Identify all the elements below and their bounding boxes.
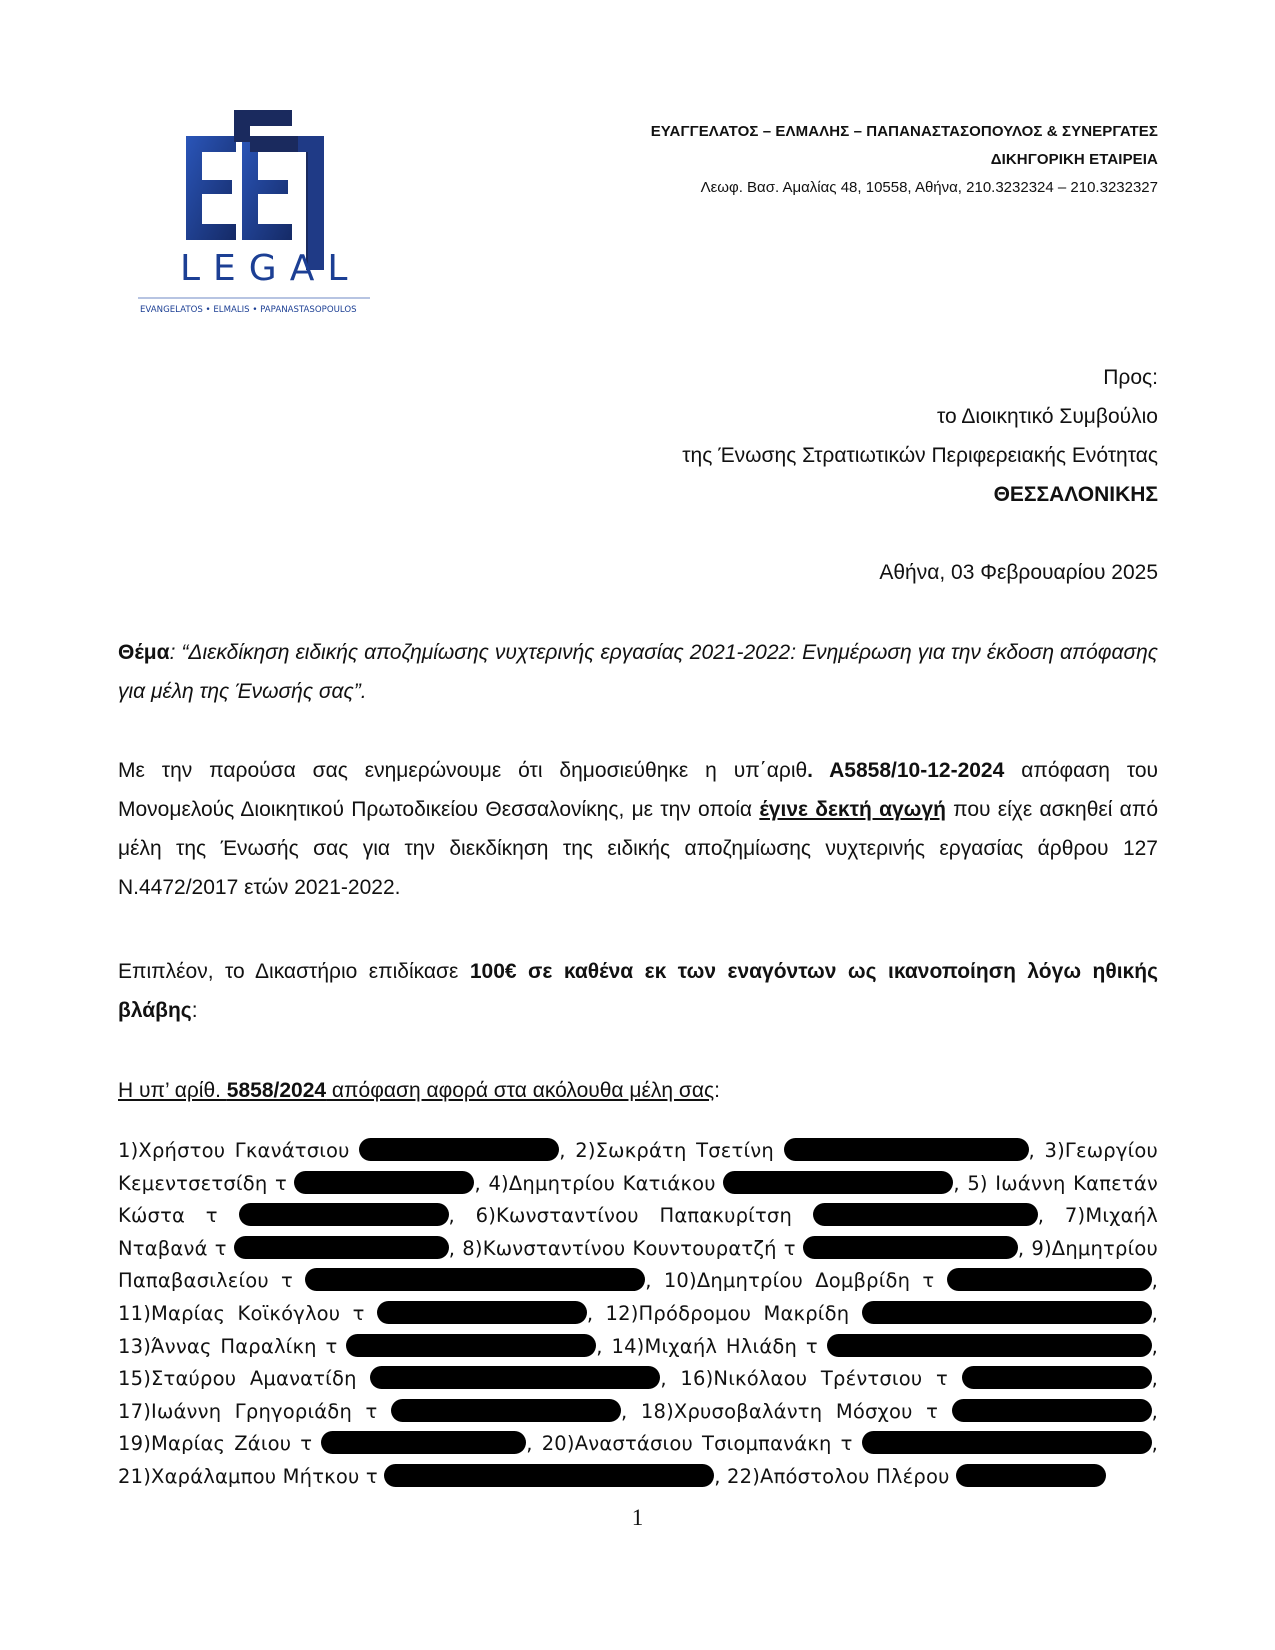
member-name: 4)Δημητρίου Κατιάκου	[488, 1171, 716, 1195]
members-list: 1)Χρήστου Γκανάτσιου , 2)Σωκράτη Τσετίνη , 3)Γεωργίου Κεμεντσετσίδη τ , 4)Δημητρίου Κατιάκου , 5) Ιωάννη Καπετάν Κώστα τ , 6)Κωνσταντίνου Παπακυρίτση , 7)Μιχαήλ Νταβανά τ , 8)Κωνσταντίνου Κουντουρατζή τ , 9)Δημητρίου Παπαβασιλείου τ , 10)Δημητρίου Δομβρίδη τ , 11)Μαρίας Κοϊκόγλου τ , 12)Πρόδρομου Μακρίδη , 13)Άννας Παραλίκη τ , 14)Μιχαήλ Ηλιάδη τ , 15)Σταύρου Αμανατίδη , 16)Νικόλαου Τρέντσιου τ , 17)Ιωάννη Γρηγοριάδη τ , 18)Χρυσοβαλάντη Μόσχου τ , 19)Μαρίας Ζάιου τ , 20)Αναστάσιου Τσιομπανάκη τ , 21)Χαράλαμπου Μήτκου τ , 22)Απόστολου Πλέρου	[118, 1139, 1158, 1488]
redaction-bar	[370, 1366, 660, 1389]
redaction-bar	[305, 1268, 645, 1291]
member-item	[118, 1139, 559, 1162]
paragraph2-text-2: :	[191, 999, 198, 1022]
member-item	[641, 1400, 1152, 1423]
member-item	[462, 1237, 1018, 1260]
recipient-to: Προς:	[1103, 366, 1158, 389]
redaction-bar	[962, 1366, 1152, 1389]
member-name: 15)Σταύρου Αμανατίδη	[118, 1367, 357, 1391]
redaction-bar	[784, 1138, 1029, 1161]
recipient-line-2: της Ένωσης Στρατιωτικών Περιφερειακής Ενότητας	[682, 444, 1158, 467]
letter-date: Αθήνα, 03 Φεβρουαρίου 2025	[879, 561, 1158, 584]
logo-tagline: EVANGELATOS • ELMALIS • PAPANASTASOPOULOS	[140, 305, 357, 315]
member-name: 22)Απόστολου Πλέρου	[727, 1464, 950, 1488]
member-item	[575, 1139, 1028, 1162]
redaction-bar	[346, 1334, 596, 1357]
redaction-bar	[359, 1138, 559, 1161]
member-item	[488, 1172, 953, 1195]
letterhead	[651, 118, 1158, 202]
member-name: 6)Κωνσταντίνου Παπακυρίτση	[475, 1204, 793, 1228]
paragraph1-text-3: που είχε ασκηθεί από μέλη της Ένωσής σας για την διεκδίκηση της ειδικής αποζημίωσης νυχτερινής εργασίας άρθρου 127 Ν.4472/2017 ετών 2021-2022.	[118, 798, 1158, 899]
redaction-bar	[377, 1301, 587, 1324]
paragraph1-text-2: απόφαση του Μονομελούς Διοικητικού Πρωτοδικείου Θεσσαλονίκης, με την οποία	[118, 759, 1159, 821]
member-name: 13)Άννας Παραλίκη τ	[118, 1334, 338, 1358]
redaction-bar	[239, 1203, 449, 1226]
redaction-bar	[956, 1464, 1106, 1487]
member-item	[118, 1302, 587, 1325]
member-item	[476, 1204, 1038, 1227]
firm-logo	[118, 62, 410, 358]
paragraph3-text-1: Η υπ’ αρίθ.	[118, 1079, 227, 1102]
member-item	[727, 1465, 1106, 1488]
member-name: 11)Μαρίας Κοϊκόγλου τ	[118, 1301, 365, 1325]
subject-text: : “Διεκδίκηση ειδικής αποζημίωσης νυχτερινής εργασίας 2021-2022: Ενημέρωση για την έκδοση απόφασης για μέλη της Ένωσής σας”.	[118, 641, 1158, 703]
paragraph-compensation	[118, 952, 1158, 1030]
page-number: 1	[631, 1505, 644, 1530]
member-item	[118, 1335, 596, 1358]
redaction-bar	[391, 1399, 621, 1422]
redaction-bar	[952, 1399, 1152, 1422]
recipient-block	[682, 358, 1158, 514]
members-heading	[118, 1079, 714, 1102]
firm-address: Λεωφ. Βασ. Αμαλίας 48, 10558, Αθήνα, 210.3232324 – 210.3232327	[700, 179, 1158, 196]
member-name: 18)Χρυσοβαλάντη Μόσχου τ	[640, 1399, 939, 1423]
member-item	[680, 1367, 1151, 1390]
decision-ref: 5858/2024	[226, 1079, 327, 1102]
member-name: 7)Μιχαήλ Νταβανά τ	[118, 1204, 1158, 1260]
member-name: 20)Αναστάσιου Τσιομπανάκη τ	[541, 1432, 853, 1456]
member-name: 16)Νικόλαου Τρέντσιου τ	[680, 1367, 948, 1391]
member-name: 19)Μαρίας Ζάιου τ	[118, 1432, 313, 1456]
decision-number: . Α5858/10-12-2024	[807, 759, 1005, 782]
paragraph-decision	[118, 751, 1158, 907]
firm-name: ΕΥΑΓΓΕΛΑΤΟΣ – ΕΛΜΑΛΗΣ – ΠΑΠΑΝΑΣΤΑΣΟΠΟΥΛΟΣ & ΣΥΝΕΡΓΑΤΕΣ	[650, 123, 1158, 140]
redaction-bar	[321, 1431, 526, 1454]
subject-line	[118, 633, 1158, 711]
member-name: 1)Χρήστου Γκανάτσιου	[118, 1139, 350, 1162]
paragraph3-text-2: απόφαση αφορά στα ακόλουθα μέλη σας	[326, 1079, 715, 1102]
paragraph2-text-1: Επιπλέον, το Δικαστήριο επιδίκασε	[118, 960, 470, 983]
redaction-bar	[234, 1236, 449, 1259]
member-name: 8)Κωνσταντίνου Κουντουρατζή τ	[462, 1236, 796, 1260]
recipient-line-1: το Διοικητικό Συμβούλιο	[937, 405, 1158, 428]
member-item	[118, 1400, 621, 1423]
redaction-bar	[862, 1301, 1152, 1324]
redaction-bar	[294, 1171, 474, 1194]
member-item	[611, 1335, 1151, 1358]
redaction-bar	[384, 1464, 714, 1487]
member-name: 17)Ιωάννη Γρηγοριάδη τ	[118, 1399, 378, 1423]
recipient-line-3: ΘΕΣΣΑΛΟΝΙΚΗΣ	[993, 483, 1158, 506]
member-item	[118, 1432, 526, 1455]
member-name: 5) Ιωάννη Καπετάν Κώστα τ	[118, 1171, 1158, 1228]
member-item	[542, 1432, 1152, 1455]
member-name: 2)Σωκράτη Τσετίνη	[575, 1139, 774, 1162]
member-item	[606, 1302, 1152, 1325]
member-name: 9)Δημητρίου Παπαβασιλείου τ	[118, 1236, 1158, 1293]
member-name: 3)Γεωργίου Κεμεντσετσίδη τ	[118, 1139, 1158, 1195]
logo-mark	[118, 62, 410, 358]
logo-word: LEGAL	[180, 248, 361, 289]
redaction-bar	[803, 1236, 1018, 1259]
redaction-bar	[813, 1203, 1038, 1226]
member-name: 21)Χαράλαμπου Μήτκου τ	[118, 1464, 378, 1488]
member-item	[664, 1269, 1152, 1292]
redaction-bar	[723, 1171, 953, 1194]
member-name: 10)Δημητρίου Δομβρίδη τ	[663, 1269, 935, 1293]
member-name: 14)Μιχαήλ Ηλιάδη τ	[611, 1334, 818, 1358]
paragraph-members-heading	[118, 1071, 1158, 1110]
accepted-claim: έγινε δεκτή αγωγή	[759, 798, 946, 821]
subject-label: Θέμα	[118, 641, 170, 664]
redaction-bar	[827, 1334, 1152, 1357]
member-name: 12)Πρόδρομου Μακρίδη	[605, 1301, 850, 1325]
paragraph3-text-3: :	[714, 1079, 720, 1102]
member-item	[118, 1465, 714, 1488]
firm-type: ΔΙΚΗΓΟΡΙΚΗ ΕΤΑΙΡΕΙΑ	[990, 151, 1158, 168]
compensation-amount: 100€ σε καθένα εκ των εναγόντων ως ικανοποίηση λόγω ηθικής βλάβης	[118, 960, 1159, 1022]
paragraph1-text-1: Με την παρούσα σας ενημερώνουμε ότι δημοσιεύθηκε η υπ΄αριθ	[118, 759, 808, 782]
member-item	[118, 1367, 660, 1390]
redaction-bar	[862, 1431, 1152, 1454]
redaction-bar	[947, 1268, 1152, 1291]
